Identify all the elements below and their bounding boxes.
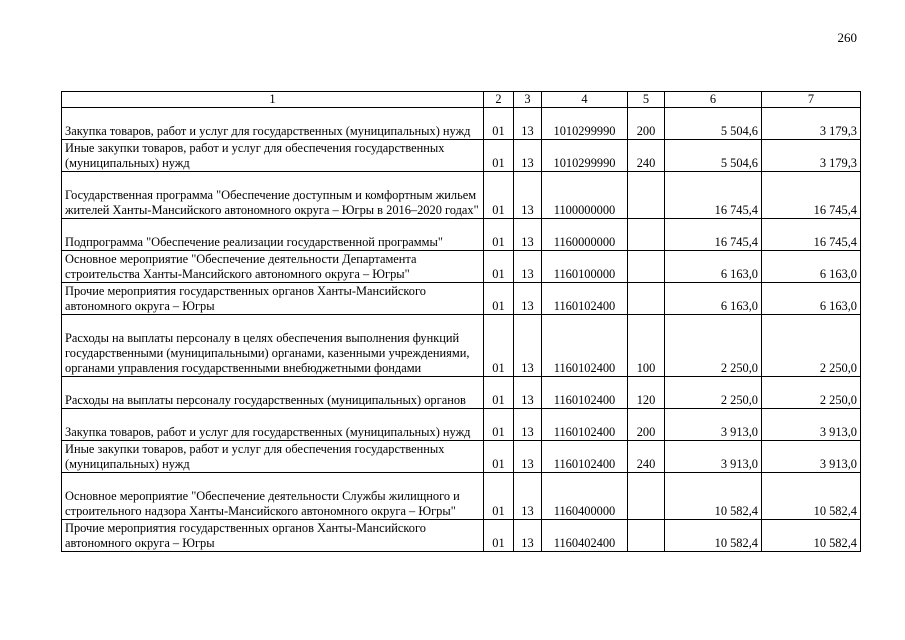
page-number: 260 bbox=[837, 30, 857, 45]
table-row bbox=[62, 251, 861, 283]
header-cell-2: 2 bbox=[484, 92, 514, 108]
row-expense-type-cell bbox=[628, 520, 665, 552]
row-target-article-cell: 1160102400 bbox=[542, 283, 628, 315]
row-section-cell: 01 bbox=[484, 219, 514, 251]
row-target-article-cell: 1160102400 bbox=[542, 377, 628, 409]
table-row bbox=[62, 409, 861, 441]
row-amount-7-cell: 3 179,3 bbox=[762, 108, 861, 140]
row-name-cell: Закупка товаров, работ и услуг для государственных (муниципальных) нужд bbox=[62, 409, 484, 441]
row-amount-7-cell: 3 913,0 bbox=[762, 409, 861, 441]
table-row bbox=[62, 283, 861, 315]
budget-table bbox=[61, 91, 861, 552]
table-row bbox=[62, 140, 861, 172]
row-amount-7-cell: 10 582,4 bbox=[762, 520, 861, 552]
row-expense-type-cell bbox=[628, 219, 665, 251]
row-subsection-cell: 13 bbox=[514, 219, 542, 251]
row-name-cell: Основное мероприятие "Обеспечение деятельности Департамента строительства Ханты-Мансийского автономного округа – Югры" bbox=[62, 251, 484, 283]
row-name-cell: Подпрограмма "Обеспечение реализации государственной программы" bbox=[62, 219, 484, 251]
row-section-cell: 01 bbox=[484, 441, 514, 473]
row-subsection-cell: 13 bbox=[514, 172, 542, 219]
row-name-cell: Иные закупки товаров, работ и услуг для обеспечения государственных (муниципальных) нужд bbox=[62, 441, 484, 473]
row-target-article-cell: 1100000000 bbox=[542, 172, 628, 219]
row-expense-type-cell: 200 bbox=[628, 409, 665, 441]
header-cell-1: 1 bbox=[62, 92, 484, 108]
row-name-cell: Прочие мероприятия государственных органов Ханты-Мансийского автономного округа – Югры bbox=[62, 520, 484, 552]
row-name-cell: Расходы на выплаты персоналу государственных (муниципальных) органов bbox=[62, 377, 484, 409]
row-subsection-cell: 13 bbox=[514, 377, 542, 409]
row-name-cell: Иные закупки товаров, работ и услуг для обеспечения государственных (муниципальных) нужд bbox=[62, 140, 484, 172]
row-section-cell: 01 bbox=[484, 108, 514, 140]
row-expense-type-cell bbox=[628, 251, 665, 283]
row-amount-6-cell: 6 163,0 bbox=[665, 283, 762, 315]
row-expense-type-cell: 200 bbox=[628, 108, 665, 140]
row-section-cell: 01 bbox=[484, 473, 514, 520]
row-amount-6-cell: 5 504,6 bbox=[665, 108, 762, 140]
table-row bbox=[62, 219, 861, 251]
row-name-cell: Государственная программа "Обеспечение доступным и комфортным жильем жителей Ханты-Мансийского автономного округа – Югры в 2016–2020 годах" bbox=[62, 172, 484, 219]
row-section-cell: 01 bbox=[484, 409, 514, 441]
table-header-row bbox=[62, 92, 861, 108]
row-amount-7-cell: 6 163,0 bbox=[762, 283, 861, 315]
row-expense-type-cell: 240 bbox=[628, 140, 665, 172]
table-row bbox=[62, 377, 861, 409]
row-subsection-cell: 13 bbox=[514, 409, 542, 441]
row-amount-6-cell: 3 913,0 bbox=[665, 409, 762, 441]
row-name-cell: Основное мероприятие "Обеспечение деятельности Службы жилищного и строительного надзора Ханты-Мансийского автономного округа – Югры" bbox=[62, 473, 484, 520]
row-subsection-cell: 13 bbox=[514, 108, 542, 140]
row-subsection-cell: 13 bbox=[514, 520, 542, 552]
row-subsection-cell: 13 bbox=[514, 315, 542, 377]
row-target-article-cell: 1010299990 bbox=[542, 108, 628, 140]
row-amount-6-cell: 2 250,0 bbox=[665, 315, 762, 377]
row-subsection-cell: 13 bbox=[514, 473, 542, 520]
row-section-cell: 01 bbox=[484, 520, 514, 552]
row-amount-7-cell: 3 913,0 bbox=[762, 441, 861, 473]
row-target-article-cell: 1160102400 bbox=[542, 315, 628, 377]
header-cell-4: 4 bbox=[542, 92, 628, 108]
row-target-article-cell: 1160000000 bbox=[542, 219, 628, 251]
row-target-article-cell: 1010299990 bbox=[542, 140, 628, 172]
table-row bbox=[62, 108, 861, 140]
row-name-cell: Прочие мероприятия государственных органов Ханты-Мансийского автономного округа – Югры bbox=[62, 283, 484, 315]
row-section-cell: 01 bbox=[484, 315, 514, 377]
header-cell-7: 7 bbox=[762, 92, 861, 108]
row-amount-7-cell: 2 250,0 bbox=[762, 377, 861, 409]
header-cell-6: 6 bbox=[665, 92, 762, 108]
table-row bbox=[62, 520, 861, 552]
row-target-article-cell: 1160102400 bbox=[542, 441, 628, 473]
row-expense-type-cell bbox=[628, 473, 665, 520]
row-expense-type-cell bbox=[628, 283, 665, 315]
row-amount-7-cell: 10 582,4 bbox=[762, 473, 861, 520]
row-section-cell: 01 bbox=[484, 172, 514, 219]
row-amount-7-cell: 16 745,4 bbox=[762, 219, 861, 251]
row-amount-6-cell: 5 504,6 bbox=[665, 140, 762, 172]
table-row bbox=[62, 315, 861, 377]
row-amount-7-cell: 6 163,0 bbox=[762, 251, 861, 283]
row-amount-6-cell: 3 913,0 bbox=[665, 441, 762, 473]
row-target-article-cell: 1160402400 bbox=[542, 520, 628, 552]
row-section-cell: 01 bbox=[484, 377, 514, 409]
row-target-article-cell: 1160400000 bbox=[542, 473, 628, 520]
row-expense-type-cell: 120 bbox=[628, 377, 665, 409]
row-target-article-cell: 1160102400 bbox=[542, 409, 628, 441]
header-cell-5: 5 bbox=[628, 92, 665, 108]
table-row bbox=[62, 172, 861, 219]
row-amount-6-cell: 2 250,0 bbox=[665, 377, 762, 409]
row-amount-7-cell: 3 179,3 bbox=[762, 140, 861, 172]
row-name-cell: Расходы на выплаты персоналу в целях обеспечения выполнения функций государственными (муниципальными) органами, казенными учреждениями, органами управления государственными внебюджетными фондами bbox=[62, 315, 484, 377]
row-amount-6-cell: 16 745,4 bbox=[665, 219, 762, 251]
row-section-cell: 01 bbox=[484, 283, 514, 315]
row-section-cell: 01 bbox=[484, 140, 514, 172]
row-section-cell: 01 bbox=[484, 251, 514, 283]
table-row bbox=[62, 441, 861, 473]
row-target-article-cell: 1160100000 bbox=[542, 251, 628, 283]
table-row bbox=[62, 473, 861, 520]
row-expense-type-cell: 100 bbox=[628, 315, 665, 377]
row-amount-6-cell: 6 163,0 bbox=[665, 251, 762, 283]
row-amount-7-cell: 16 745,4 bbox=[762, 172, 861, 219]
row-amount-6-cell: 10 582,4 bbox=[665, 520, 762, 552]
row-subsection-cell: 13 bbox=[514, 441, 542, 473]
row-expense-type-cell: 240 bbox=[628, 441, 665, 473]
row-name-cell: Закупка товаров, работ и услуг для государственных (муниципальных) нужд bbox=[62, 108, 484, 140]
row-amount-7-cell: 2 250,0 bbox=[762, 315, 861, 377]
row-subsection-cell: 13 bbox=[514, 140, 542, 172]
row-amount-6-cell: 16 745,4 bbox=[665, 172, 762, 219]
row-subsection-cell: 13 bbox=[514, 283, 542, 315]
row-expense-type-cell bbox=[628, 172, 665, 219]
header-cell-3: 3 bbox=[514, 92, 542, 108]
row-amount-6-cell: 10 582,4 bbox=[665, 473, 762, 520]
row-subsection-cell: 13 bbox=[514, 251, 542, 283]
